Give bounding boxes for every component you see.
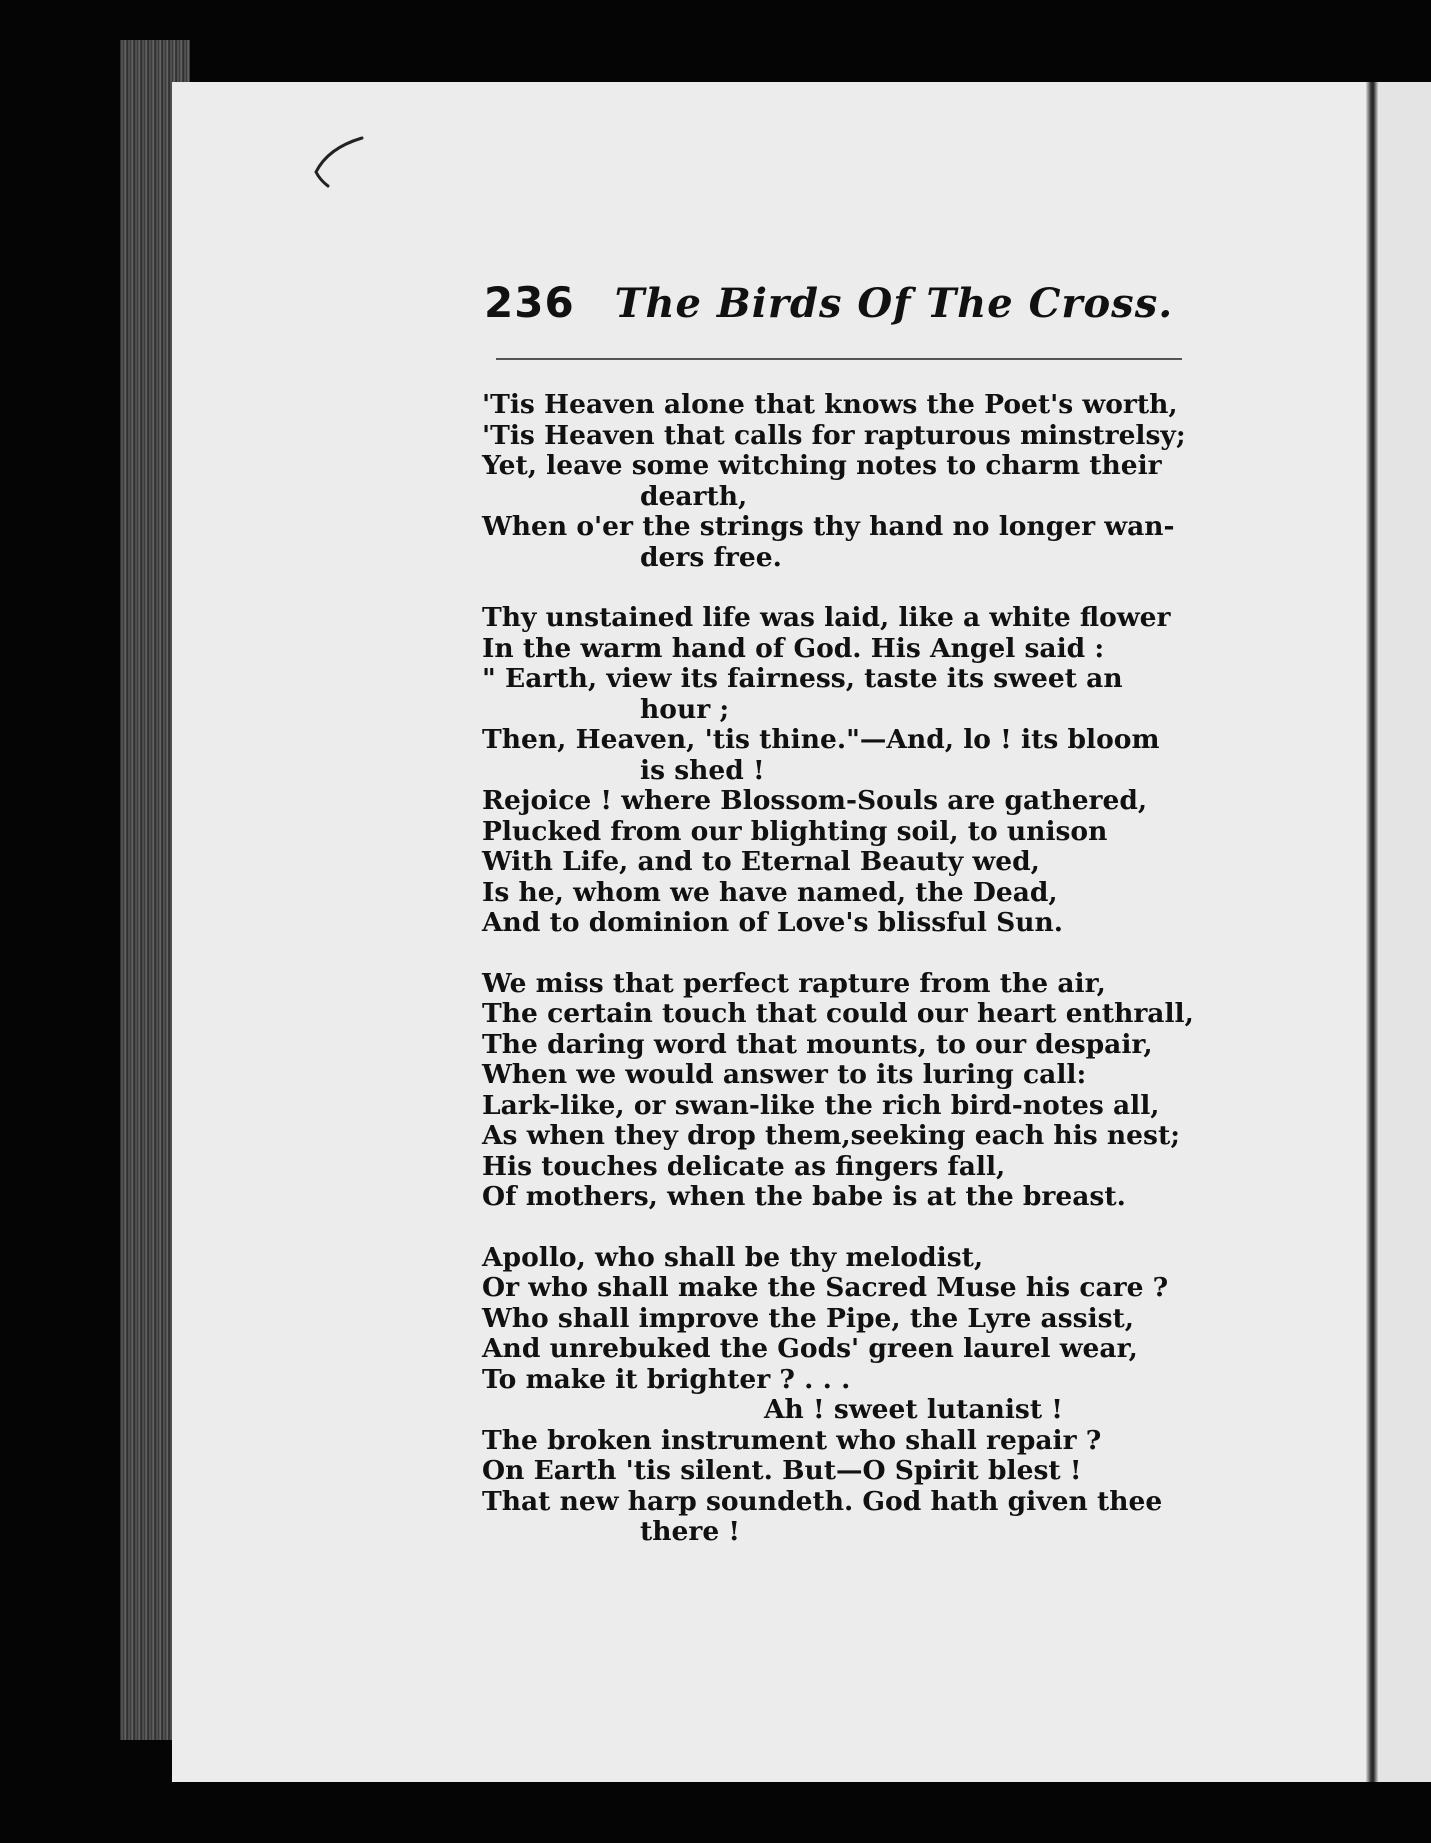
poem-line: hour ; (640, 693, 730, 725)
poem-line: Of mothers, when the babe is at the breast. (482, 1181, 1126, 1212)
facing-page-edge (1378, 82, 1431, 1782)
poem-line: We miss that perfect rapture from the air, (482, 967, 1106, 999)
poem-line: The daring word that mounts, to our despair, (482, 1028, 1153, 1060)
poem-line: When we would answer to its luring call: (482, 1059, 1087, 1090)
poem-stanza (482, 603, 1202, 939)
running-title: The Birds Of The Cross. (614, 280, 1174, 327)
poem-line: ders free. (640, 541, 782, 573)
poem-line: As when they drop them,seeking each his nest; (482, 1120, 1180, 1151)
poem-line: Lark-like, or swan-like the rich bird-notes all, (482, 1089, 1160, 1121)
pencil-bracket-mark (310, 130, 370, 190)
poem-line: And unrebuked the Gods' green laurel wear, (482, 1333, 1138, 1364)
page-header (484, 278, 1204, 338)
page-number: 236 (484, 278, 575, 327)
poem-line: Who shall improve the Pipe, the Lyre assist, (482, 1302, 1135, 1334)
poem-line: Is he, whom we have named, the Dead, (482, 876, 1058, 908)
poem-line: 'Tis Heaven that calls for rapturous minstrelsy; (482, 419, 1186, 451)
poem-line: Yet, leave some witching notes to charm their (482, 450, 1162, 481)
poem-line: With Life, and to Eternal Beauty wed, (482, 846, 1040, 877)
header-rule (496, 358, 1182, 360)
poem-line: In the warm hand of God. His Angel said : (482, 632, 1105, 664)
poem-line: And to dominion of Love's blissful Sun. (482, 907, 1064, 938)
poem-line: dearth, (640, 480, 748, 512)
poem-line: Or who shall make the Sacred Muse his care ? (482, 1272, 1169, 1303)
poem-stanza (482, 390, 1202, 573)
poem-line: Thy unstained life was laid, like a white flower (482, 602, 1171, 633)
poem-line: Apollo, who shall be thy melodist, (482, 1241, 984, 1273)
poem-line: The broken instrument who shall repair ? (482, 1424, 1102, 1456)
poem-line: On Earth 'tis silent. But—O Spirit blest ! (482, 1455, 1082, 1486)
poem-line: 'Tis Heaven alone that knows the Poet's worth, (482, 389, 1178, 420)
poem-line: Rejoice ! where Blossom-Souls are gathered, (482, 785, 1148, 816)
poem-line: That new harp soundeth. God hath given thee (482, 1485, 1163, 1517)
poem-line: Plucked from our blighting soil, to unison (482, 815, 1108, 847)
poem-stanza (482, 1243, 1202, 1548)
poem-line: His touches delicate as fingers fall, (482, 1150, 1006, 1182)
poem-line: When o'er the strings thy hand no longer wan- (482, 511, 1175, 542)
poem-line: is shed ! (640, 754, 765, 786)
poem-line: Ah ! sweet lutanist ! (764, 1394, 1063, 1425)
poem-line: there ! (640, 1516, 741, 1547)
poem-line: " Earth, view its fairness, taste its sweet an (482, 663, 1123, 694)
poem-line: Then, Heaven, 'tis thine."—And, lo ! its bloom (482, 724, 1160, 755)
poem-line: The certain touch that could our heart enthrall, (482, 998, 1194, 1029)
book-gutter (1366, 82, 1378, 1782)
poem-body (482, 390, 1202, 1548)
poem-stanza (482, 969, 1202, 1213)
poem-line: To make it brighter ? . . . (482, 1363, 851, 1395)
